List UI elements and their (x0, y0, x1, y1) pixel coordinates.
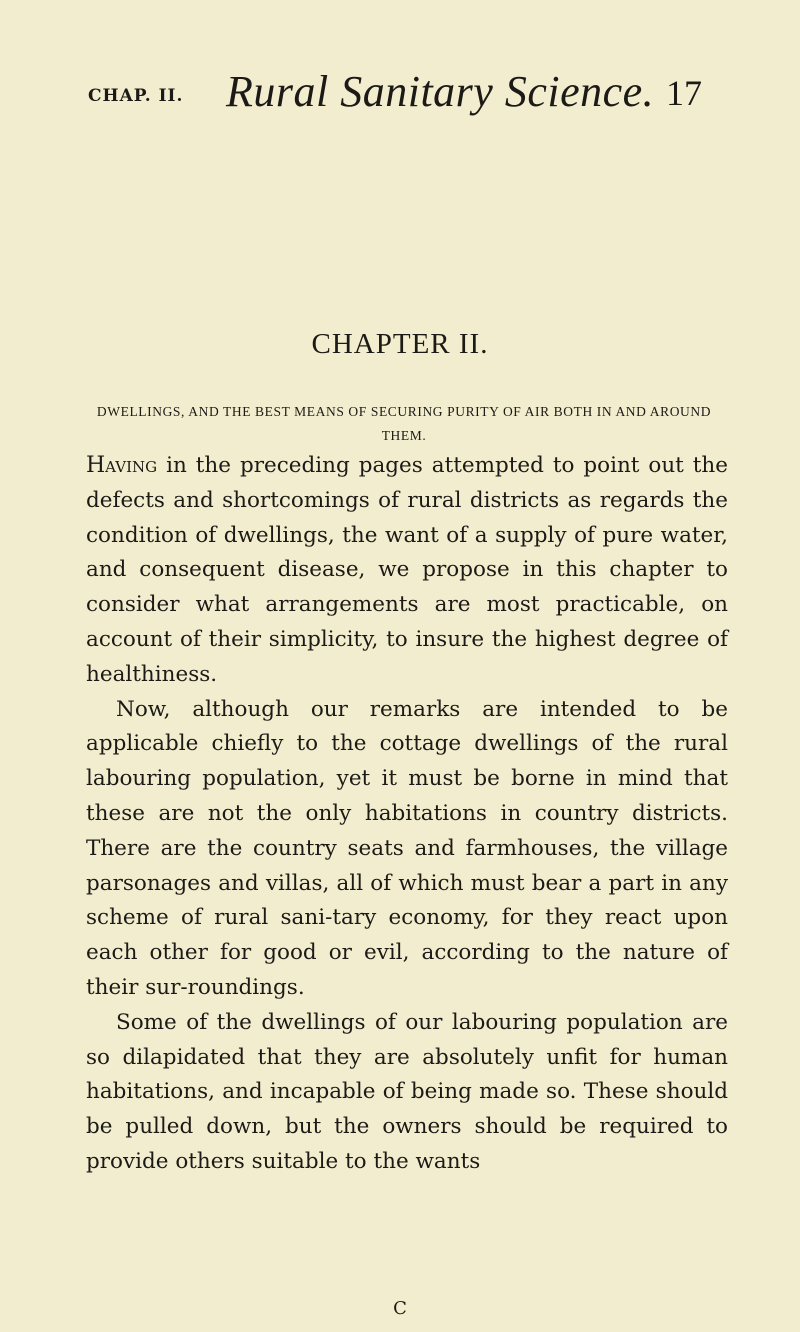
running-head-title: Rural Sanitary Science. (226, 67, 655, 116)
page-number: 17 (666, 73, 702, 113)
running-head (0, 0, 800, 140)
paragraph-2: Now, although our remarks are intended to be applicable chiefly to the cottage dwellings of the rural labouring population, yet it must be borne in mind that these are not the only habitations in country districts. There are the country seats and farmhouses, the village parsonages and villas, all of which must bear a part in any scheme of rural sani-tary economy, for they react upon each other for good or evil, according to the nature of their sur-roundings. (86, 696, 728, 1000)
body-text (86, 449, 728, 1180)
signature-mark: C (393, 1298, 407, 1319)
paragraph-1 (86, 449, 728, 693)
running-head-chapter: CHAP. II. (88, 86, 184, 106)
paragraph-1-lead-word: Having (86, 453, 158, 478)
paragraph-1-text: in the preceding pages attempted to point out the defects and shortcomings of rural districts as regards the condition of dwellings, the want of a supply of pure water, and consequent disease, we propose in this chapter to consider what arrangements are most practicable, on account of their simplicity, to insure the highest degree of healthiness. (86, 453, 728, 687)
paragraph-3: Some of the dwellings of our labouring population are so dilapidated that they are absolutely unfit for human habitations, and incapable of being made so. These should be pulled down, but the owners should be required to provide others suitable to the wants (86, 1009, 728, 1174)
chapter-subtitle: DWELLINGS, AND THE BEST MEANS OF SECURING PURITY OF AIR BOTH IN AND AROUND THEM. (96, 404, 712, 443)
chapter-title: CHAPTER II. (311, 328, 489, 360)
